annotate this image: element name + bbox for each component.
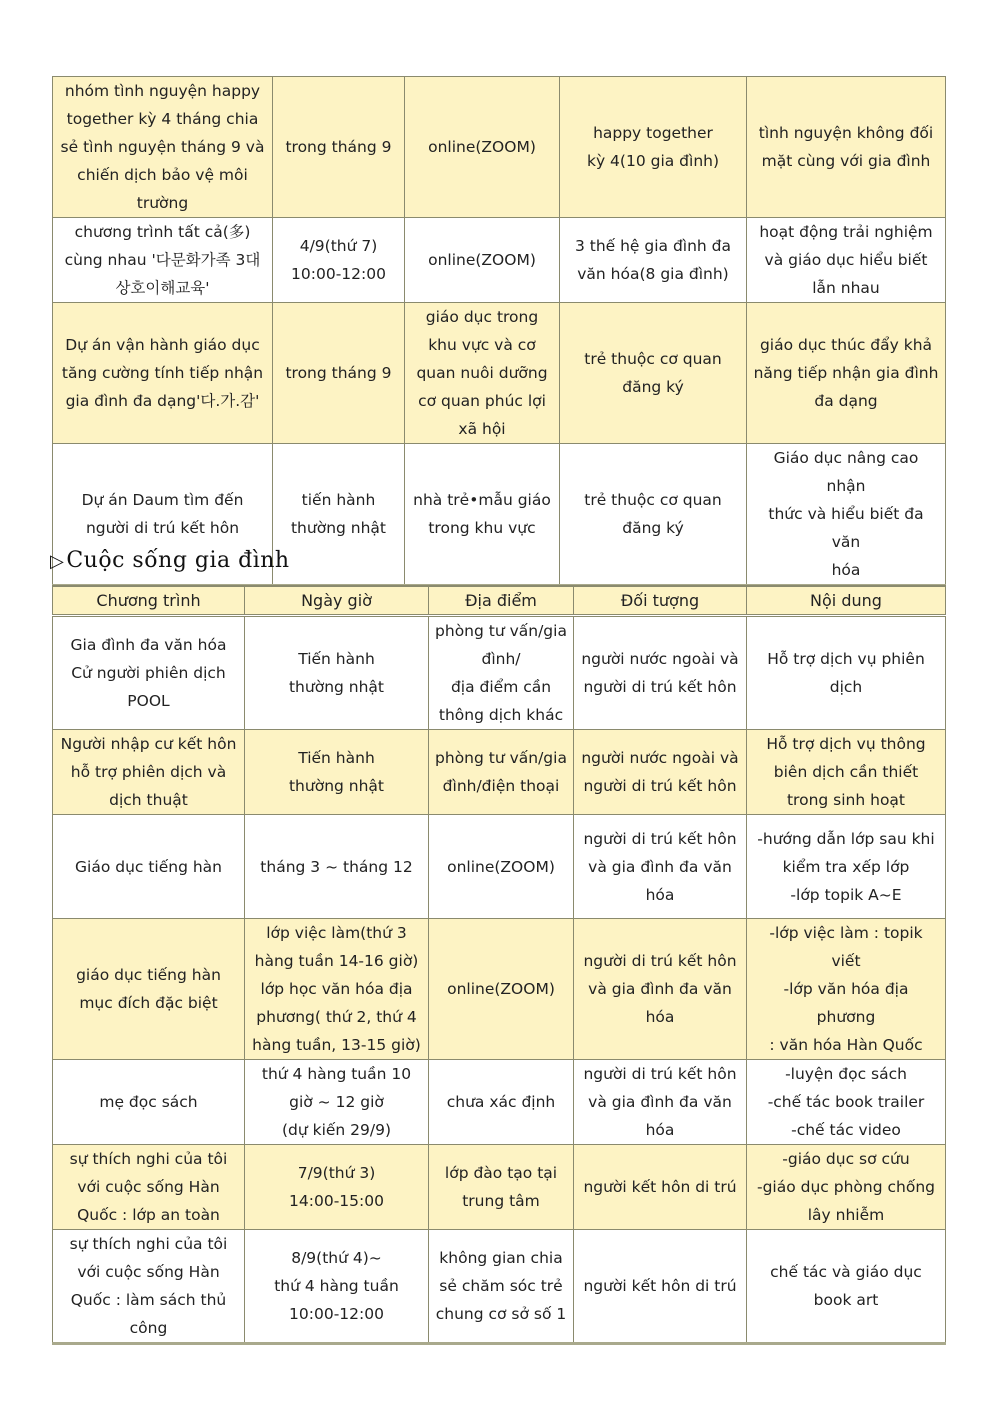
datetime-cell: [245, 919, 429, 1060]
cell-text-line: -lớp văn hóa địa phương: [783, 980, 909, 1026]
cell-text-line: người nước ngoài và: [581, 749, 739, 767]
cell-text-line: người kết hôn di trú: [583, 1178, 737, 1196]
cell-text-line: thường nhật: [288, 678, 385, 696]
target-cell: [560, 303, 747, 444]
cell-text-line: trong khu vực: [428, 519, 536, 537]
datetime-cell: [245, 730, 429, 815]
target-cell: [574, 815, 747, 919]
datetime-cell: [245, 815, 429, 919]
location-cell: [429, 1060, 574, 1145]
datetime-cell: [245, 1230, 429, 1344]
cell-text-line: Quốc : lớp an toàn: [77, 1206, 220, 1224]
cell-text-line: online(ZOOM): [428, 251, 536, 269]
cell-text-line: happy together: [593, 124, 713, 142]
cell-text-line: sự thích nghi của tôi: [69, 1150, 228, 1168]
cell-text-line: đình/điện thoại: [442, 777, 560, 795]
table-row: [53, 1230, 946, 1344]
cell-text-line: chế tác và giáo dục: [770, 1263, 922, 1281]
cell-text-line: hàng tuần, 13-15 giờ): [252, 1036, 421, 1054]
cell-text-line: thức và hiểu biết đa văn: [768, 505, 924, 551]
section-title: Cuộc sống gia đình: [66, 548, 290, 573]
cell-text-line: hỗ trợ phiên dịch và: [70, 763, 227, 781]
cell-text-line: 8/9(thứ 4)~: [291, 1249, 382, 1267]
cell-text-line: với cuộc sống Hàn: [77, 1263, 220, 1281]
cell-text-line: và gia đình đa văn: [588, 1093, 732, 1111]
cell-text-line: phòng tư vấn/gia: [435, 749, 567, 767]
cell-text-line: người kết hôn di trú: [583, 1277, 737, 1295]
cell-text-line: Giáo dục tiếng hàn: [75, 857, 222, 876]
cell-text-line: 3 thế hệ gia đình đa: [574, 237, 732, 255]
cell-text-line: 14:00-15:00: [289, 1192, 384, 1210]
program-cell: [53, 303, 273, 444]
cell-text-line: dịch thuật: [109, 791, 188, 809]
cell-text-line: trẻ thuộc cơ quan: [584, 491, 722, 509]
cell-text-line: giờ ~ 12 giờ: [289, 1093, 384, 1111]
target-cell: [560, 218, 747, 303]
target-cell: [574, 919, 747, 1060]
cell-text-line: công: [129, 1319, 168, 1337]
cell-text-line: chương trình tất cả(多): [74, 223, 251, 241]
datetime-cell: [245, 616, 429, 730]
content-cell: [747, 730, 946, 815]
datetime-cell: [273, 444, 405, 586]
location-cell: [429, 730, 574, 815]
target-cell: [574, 616, 747, 730]
cell-text-line: tình nguyện không đối: [758, 124, 934, 142]
cell-text-line: 상호이해교육': [115, 279, 210, 297]
cell-text-line: 10:00-12:00: [289, 1305, 384, 1323]
table-row: [53, 77, 946, 218]
cell-text-line: người di trú kết hôn: [583, 678, 737, 696]
cell-text-line: và gia đình đa văn: [588, 980, 732, 998]
cell-text-line: Gia đình đa văn hóa: [70, 636, 227, 654]
cell-text-line: đình/: [481, 650, 521, 668]
cell-text-line: lẫn nhau: [812, 279, 880, 297]
cell-text-line: người di trú kết hôn: [85, 519, 240, 537]
cell-text-line: và giáo dục hiểu biết: [764, 251, 928, 269]
header-content: Nội dung: [747, 586, 946, 616]
cell-text-line: biên dịch cần thiết: [773, 763, 919, 781]
content-cell: [747, 1230, 946, 1344]
location-cell: [405, 444, 560, 586]
content-cell: [747, 616, 946, 730]
cell-text-line: trong tháng 9: [285, 364, 392, 382]
section-heading: [50, 548, 290, 573]
cell-text-line: tăng cường tính tiếp nhận: [61, 364, 264, 382]
target-cell: [574, 730, 747, 815]
cell-text-line: và gia đình đa văn: [588, 857, 732, 876]
cell-text-line: hóa: [645, 1008, 675, 1026]
cell-text-line: thứ 4 hàng tuần: [274, 1277, 399, 1295]
cell-text-line: người di trú kết hôn: [583, 777, 737, 795]
location-cell: [405, 303, 560, 444]
cell-text-line: POOL: [127, 692, 170, 710]
cell-text-line: -giáo dục phòng chống: [757, 1178, 935, 1196]
cell-text-line: -giáo dục sơ cứu: [782, 1150, 910, 1168]
target-cell: [560, 444, 747, 586]
cell-text-line: online(ZOOM): [428, 138, 536, 156]
program-cell: [53, 815, 245, 919]
table-row: [53, 616, 946, 730]
target-cell: [560, 77, 747, 218]
cell-text-line: hàng tuần 14-16 giờ): [254, 952, 419, 970]
cell-text-line: 7/9(thứ 3): [297, 1164, 376, 1182]
cell-text-line: đa dạng: [814, 392, 878, 410]
cell-text-line: năng tiếp nhận gia đình: [753, 364, 939, 382]
table-row: [53, 218, 946, 303]
location-cell: [429, 815, 574, 919]
content-cell: [747, 1145, 946, 1230]
cell-text-line: hóa: [645, 885, 675, 904]
cell-text-line: gia đình đa dạng'다.가.감': [65, 392, 260, 410]
cell-text-line: khu vực và cơ: [428, 336, 536, 354]
cell-text-line: Hỗ trợ dịch vụ phiên: [767, 650, 925, 668]
cell-text-line: mẹ đọc sách: [99, 1093, 198, 1111]
location-cell: [429, 1230, 574, 1344]
target-cell: [574, 1060, 747, 1145]
program-cell: [53, 1145, 245, 1230]
cell-text-line: 4/9(thứ 7): [299, 237, 378, 255]
cell-text-line: người di trú kết hôn: [583, 829, 737, 848]
cell-text-line: lớp đào tạo tại: [444, 1164, 558, 1182]
program-cell: [53, 1060, 245, 1145]
cell-text-line: Tiến hành: [298, 650, 375, 668]
cell-text-line: cùng nhau '다문화가족 3대: [64, 251, 261, 269]
cell-text-line: phương( thứ 2, thứ 4: [256, 1008, 417, 1026]
cell-text-line: mục đích đặc biệt: [79, 994, 218, 1012]
cell-text-line: tiến hành: [301, 491, 376, 509]
cell-text-line: tháng 3 ~ tháng 12: [260, 857, 413, 876]
triangle-marker-icon: ▷: [50, 551, 65, 572]
content-cell: [747, 77, 946, 218]
cell-text-line: hoạt động trải nghiệm: [759, 223, 933, 241]
cell-text-line: trong sinh hoạt: [786, 791, 906, 809]
cell-text-line: văn hóa(8 gia đình): [577, 265, 729, 283]
cell-text-line: Dự án Daum tìm đến: [81, 491, 244, 509]
program-cell: [53, 919, 245, 1060]
cell-text-line: Giáo dục nâng cao nhận: [773, 449, 919, 495]
cell-text-line: hóa: [831, 561, 861, 579]
cell-text-line: cơ quan phúc lợi: [418, 392, 546, 410]
cell-text-line: thường nhật: [288, 777, 385, 795]
program-cell: [53, 1230, 245, 1344]
cell-text-line: online(ZOOM): [447, 857, 555, 876]
cell-text-line: lớp học văn hóa địa: [260, 980, 413, 998]
cell-text-line: book art: [813, 1291, 879, 1309]
table-header-row: [53, 586, 946, 616]
cell-text-line: trẻ thuộc cơ quan: [584, 350, 722, 368]
header-datetime: Ngày giờ: [245, 586, 429, 616]
cell-text-line: (dự kiến 29/9): [281, 1121, 392, 1139]
content-cell: [747, 1060, 946, 1145]
target-cell: [574, 1145, 747, 1230]
cell-text-line: không gian chia: [439, 1249, 563, 1267]
location-cell: [429, 919, 574, 1060]
cell-text-line: quan nuôi dưỡng: [416, 364, 548, 382]
datetime-cell: [245, 1145, 429, 1230]
cell-text-line: sự thích nghi của tôi: [69, 1235, 228, 1253]
cell-text-line: địa điểm cần: [450, 678, 552, 696]
program-cell: [53, 616, 245, 730]
cell-text-line: người nước ngoài và: [581, 650, 739, 668]
cell-text-line: giáo dục tiếng hàn: [76, 966, 221, 984]
header-location: Địa điểm: [429, 586, 574, 616]
cell-text-line: thứ 4 hàng tuần 10: [261, 1065, 412, 1083]
program-cell: [53, 77, 273, 218]
cell-text-line: lây nhiễm: [807, 1206, 885, 1224]
cell-text-line: chung cơ sở số 1: [435, 1305, 567, 1323]
cell-text-line: chiến dịch bảo vệ môi: [77, 166, 248, 184]
cell-text-line: -lớp topik A~E: [790, 885, 902, 904]
cell-text-line: nhóm tình nguyện happy: [64, 82, 261, 100]
cell-text-line: trung tâm: [462, 1192, 540, 1210]
target-cell: [574, 1230, 747, 1344]
cell-text-line: phòng tư vấn/gia: [435, 622, 567, 640]
cell-text-line: -luyện đọc sách: [785, 1065, 907, 1083]
location-cell: [429, 616, 574, 730]
cell-text-line: Hỗ trợ dịch vụ thông: [766, 735, 926, 753]
content-cell: [747, 919, 946, 1060]
cell-text-line: 10:00-12:00: [291, 265, 386, 283]
table-row: [53, 730, 946, 815]
cell-text-line: mặt cùng với gia đình: [761, 152, 931, 170]
cell-text-line: chưa xác định: [446, 1093, 556, 1111]
cell-text-line: kiểm tra xếp lớp: [782, 857, 910, 876]
cell-text-line: người di trú kết hôn: [583, 952, 737, 970]
header-target: Đối tượng: [574, 586, 747, 616]
cell-text-line: : văn hóa Hàn Quốc: [769, 1036, 923, 1054]
datetime-cell: [273, 303, 405, 444]
header-program: Chương trình: [53, 586, 245, 616]
datetime-cell: [245, 1060, 429, 1145]
datetime-cell: [273, 77, 405, 218]
program-cell: [53, 730, 245, 815]
datetime-cell: [273, 218, 405, 303]
cell-text-line: người di trú kết hôn: [583, 1065, 737, 1083]
table-row: [53, 1145, 946, 1230]
cell-text-line: trường: [136, 194, 189, 212]
location-cell: [405, 77, 560, 218]
cell-text-line: hóa: [645, 1121, 675, 1139]
cell-text-line: xã hội: [458, 420, 506, 438]
cell-text-line: sẻ chăm sóc trẻ: [439, 1277, 563, 1295]
family-life-table: [52, 585, 946, 1345]
cell-text-line: dịch: [829, 678, 863, 696]
cell-text-line: Người nhập cư kết hôn: [60, 735, 237, 753]
cell-text-line: trong tháng 9: [285, 138, 392, 156]
content-cell: [747, 218, 946, 303]
cell-text-line: Dự án vận hành giáo dục: [65, 336, 260, 354]
top-program-table: [52, 76, 946, 587]
table-row: [53, 1060, 946, 1145]
cell-text-line: kỳ 4(10 gia đình): [586, 152, 720, 170]
cell-text-line: đăng ký: [622, 519, 684, 537]
content-cell: [747, 444, 946, 586]
cell-text-line: Quốc : làm sách thủ: [70, 1291, 227, 1309]
table-row: [53, 303, 946, 444]
program-cell: [53, 218, 273, 303]
cell-text-line: giáo dục thúc đẩy khả: [759, 336, 933, 354]
table-row: [53, 815, 946, 919]
cell-text-line: thường nhật: [290, 519, 387, 537]
location-cell: [405, 218, 560, 303]
content-cell: [747, 815, 946, 919]
table-row: [53, 919, 946, 1060]
cell-text-line: Cử người phiên dịch: [71, 664, 226, 682]
cell-text-line: online(ZOOM): [447, 980, 555, 998]
cell-text-line: -chế tác video: [791, 1121, 901, 1139]
cell-text-line: -chế tác book trailer: [767, 1093, 925, 1111]
cell-text-line: nhà trẻ•mẫu giáo: [413, 491, 551, 509]
cell-text-line: giáo dục trong: [425, 308, 539, 326]
location-cell: [429, 1145, 574, 1230]
cell-text-line: đăng ký: [622, 378, 684, 396]
cell-text-line: Tiến hành: [298, 749, 375, 767]
cell-text-line: -hướng dẫn lớp sau khi: [757, 829, 935, 848]
cell-text-line: sẻ tình nguyện tháng 9 và: [60, 138, 265, 156]
cell-text-line: lớp việc làm(thứ 3: [266, 924, 407, 942]
cell-text-line: thông dịch khác: [438, 706, 564, 724]
cell-text-line: -lớp việc làm : topik viết: [769, 924, 923, 970]
cell-text-line: together kỳ 4 tháng chia: [66, 110, 259, 128]
content-cell: [747, 303, 946, 444]
cell-text-line: với cuộc sống Hàn: [77, 1178, 220, 1196]
